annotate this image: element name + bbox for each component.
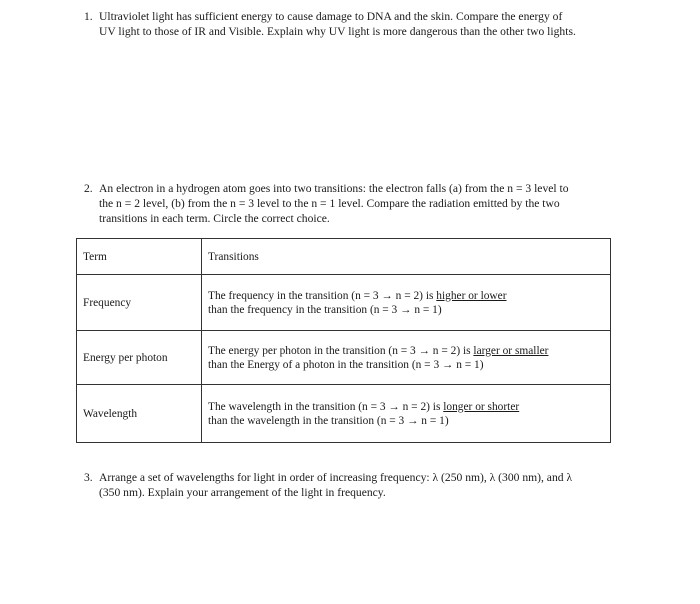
question-line: Ultraviolet light has sufficient energy to cause damage to DNA and the skin. Compare the energy of bbox=[99, 10, 563, 23]
question-line: An electron in a hydrogen atom goes into two transitions: the electron falls (a) from the n = 3 level to bbox=[99, 182, 569, 195]
transition-text: than the Energy of a photon in the transition (n = 3 → n = 1) bbox=[208, 358, 484, 371]
transition-text: than the wavelength in the transition (n = 3 → n = 1) bbox=[208, 414, 449, 427]
transition-cell bbox=[202, 275, 611, 331]
question-text bbox=[99, 470, 572, 500]
question-line: Arrange a set of wavelengths for light in order of increasing frequency: λ (250 nm), λ (300 nm), and λ bbox=[99, 471, 573, 484]
choice-text[interactable]: higher or lower bbox=[436, 289, 507, 302]
question-number: 3. bbox=[84, 471, 93, 484]
question-text bbox=[99, 181, 569, 226]
table-row bbox=[77, 275, 611, 331]
table-header-row bbox=[77, 239, 611, 275]
choice-text[interactable]: longer or shorter bbox=[443, 400, 520, 413]
question-line: (350 nm). Explain your arrangement of the light in frequency. bbox=[99, 486, 386, 499]
table-row bbox=[77, 331, 611, 385]
transition-text: The wavelength in the transition (n = 3 → n = 2) is bbox=[208, 400, 444, 413]
question-line: UV light to those of IR and Visible. Explain why UV light is more dangerous than the other two lights. bbox=[99, 25, 576, 38]
transition-text: The energy per photon in the transition (n = 3 → n = 2) is bbox=[208, 344, 474, 357]
header-term: Term bbox=[77, 239, 202, 275]
transition-cell bbox=[202, 385, 611, 443]
table-row bbox=[77, 385, 611, 443]
question-line: transitions in each term. Circle the correct choice. bbox=[99, 212, 330, 225]
question-line: the n = 2 level, (b) from the n = 3 level to the n = 1 level. Compare the radiation emitted by the two bbox=[99, 197, 560, 210]
question-number: 1. bbox=[84, 10, 93, 23]
question-text bbox=[99, 9, 576, 39]
header-transitions: Transitions bbox=[202, 239, 611, 275]
term-cell: Wavelength bbox=[77, 385, 202, 443]
transition-cell bbox=[202, 331, 611, 385]
term-cell: Frequency bbox=[77, 275, 202, 331]
choice-text[interactable]: larger or smaller bbox=[473, 344, 549, 357]
question-number: 2. bbox=[84, 182, 93, 195]
transition-text: The frequency in the transition (n = 3 → n = 2) is bbox=[208, 289, 437, 302]
transitions-table bbox=[76, 238, 611, 443]
transition-text: than the frequency in the transition (n = 3 → n = 1) bbox=[208, 303, 442, 316]
term-cell: Energy per photon bbox=[77, 331, 202, 385]
